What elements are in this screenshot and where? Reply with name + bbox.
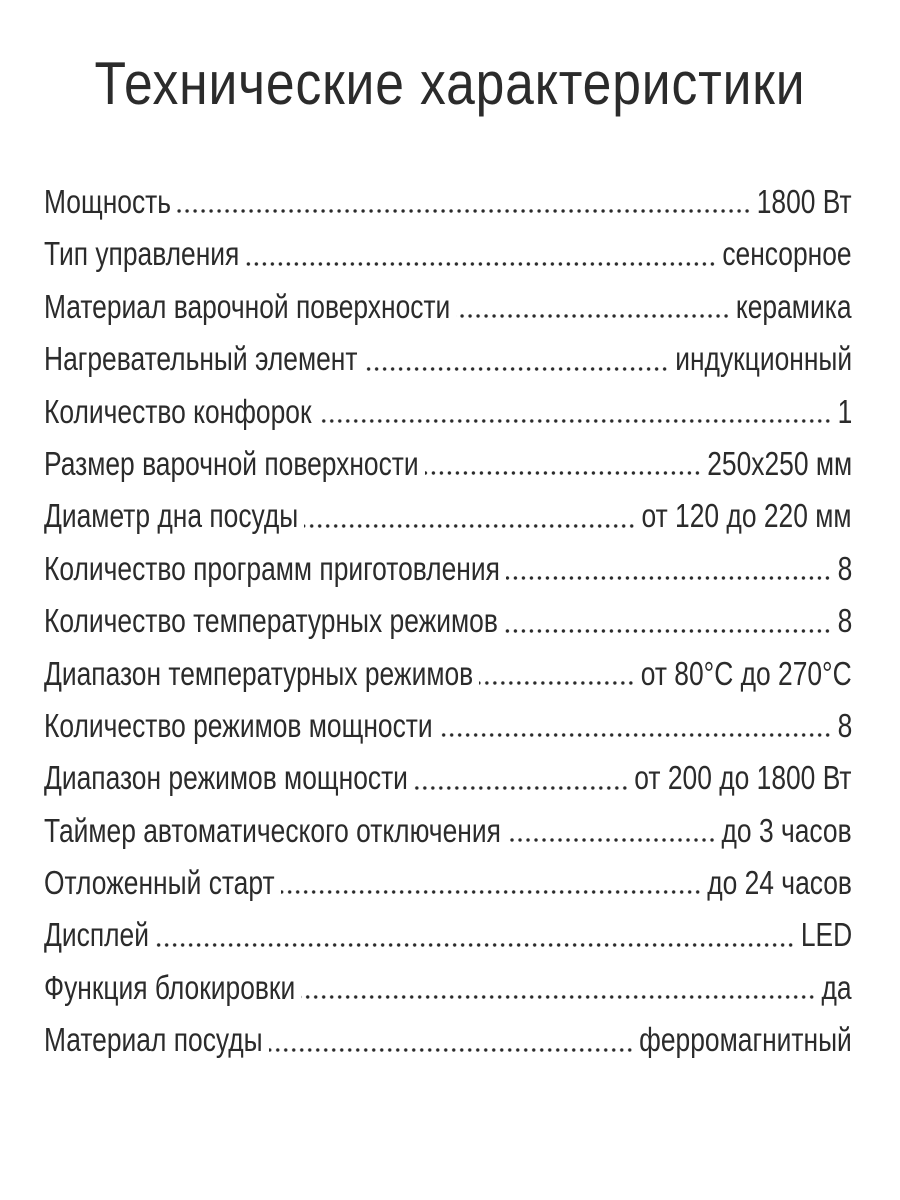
dot-leader xyxy=(507,838,716,842)
dot-leader xyxy=(318,419,832,423)
spec-row-power xyxy=(44,176,852,228)
page-title: Технические характеристики xyxy=(94,50,806,117)
spec-value: от 120 до 220 мм xyxy=(641,497,852,535)
dot-leader xyxy=(301,995,816,999)
spec-row-heating-element xyxy=(44,333,852,385)
spec-label: Дисплей xyxy=(44,916,149,954)
spec-label: Количество программ приготовления xyxy=(44,549,500,587)
dot-leader xyxy=(269,1048,634,1052)
spec-label: Количество температурных режимов xyxy=(44,602,498,640)
spec-value: 250x250 мм xyxy=(707,444,852,482)
spec-row-power-range xyxy=(44,752,852,804)
spec-row-power-mode-count xyxy=(44,700,852,752)
spec-value: от 200 до 1800 Вт xyxy=(634,759,852,797)
spec-label: Отложенный старт xyxy=(44,864,275,902)
spec-row-delayed-start xyxy=(44,857,852,909)
dot-leader xyxy=(304,524,636,528)
spec-label: Материал варочной поверхности xyxy=(44,287,451,325)
spec-row-program-count xyxy=(44,543,852,595)
dot-leader xyxy=(479,681,635,685)
spec-value: до 24 часов xyxy=(707,864,852,902)
spec-row-surface-size xyxy=(44,438,852,490)
spec-list xyxy=(44,176,852,1067)
spec-value: керамика xyxy=(736,287,852,325)
dot-leader xyxy=(425,471,701,475)
dot-leader xyxy=(281,890,702,894)
spec-row-temp-range xyxy=(44,648,852,700)
spec-label: Размер варочной поверхности xyxy=(44,444,419,482)
spec-row-surface-material xyxy=(44,281,852,333)
dot-leader xyxy=(504,629,831,633)
spec-row-temp-mode-count xyxy=(44,595,852,647)
spec-label: Мощность xyxy=(44,183,171,220)
spec-label: Материал посуды xyxy=(44,1021,263,1059)
spec-value: 1800 Вт xyxy=(757,183,852,220)
spec-label: Тип управления xyxy=(44,235,240,273)
spec-label: Диаметр дна посуды xyxy=(44,497,299,535)
spec-label: Таймер автоматического отключения xyxy=(44,811,501,849)
dot-leader xyxy=(363,367,669,371)
spec-value: 8 xyxy=(837,706,852,744)
spec-label: Количество режимов мощности xyxy=(44,706,433,744)
dot-leader xyxy=(245,262,716,266)
spec-row-control-type xyxy=(44,228,852,280)
spec-value: да xyxy=(821,968,852,1006)
spec-value: 8 xyxy=(837,549,852,587)
spec-row-display xyxy=(44,909,852,961)
spec-value: ферромагнитный xyxy=(639,1021,852,1059)
spec-value: индукционный xyxy=(675,340,852,378)
spec-row-lock-function xyxy=(44,962,852,1014)
dot-leader xyxy=(506,576,831,580)
spec-value: от 80°С до 270°С xyxy=(641,654,852,692)
spec-value: 8 xyxy=(837,602,852,640)
dot-leader xyxy=(177,209,751,213)
spec-value: сенсорное xyxy=(722,235,852,273)
dot-leader xyxy=(456,314,730,318)
spec-value: 1 xyxy=(837,392,852,430)
spec-row-cookware-material xyxy=(44,1014,852,1066)
spec-row-burner-count xyxy=(44,386,852,438)
spec-row-auto-off-timer xyxy=(44,805,852,857)
dot-leader xyxy=(414,786,629,790)
spec-label: Диапазон температурных режимов xyxy=(44,654,474,692)
spec-value: LED xyxy=(800,916,852,954)
spec-label: Функция блокировки xyxy=(44,968,296,1006)
dot-leader xyxy=(439,733,832,737)
spec-row-cookware-diameter xyxy=(44,490,852,542)
spec-label: Количество конфорок xyxy=(44,392,312,430)
dot-leader xyxy=(155,943,795,947)
spec-label: Нагревательный элемент xyxy=(44,340,358,378)
spec-value: до 3 часов xyxy=(721,811,852,849)
spec-label: Диапазон режимов мощности xyxy=(44,759,408,797)
